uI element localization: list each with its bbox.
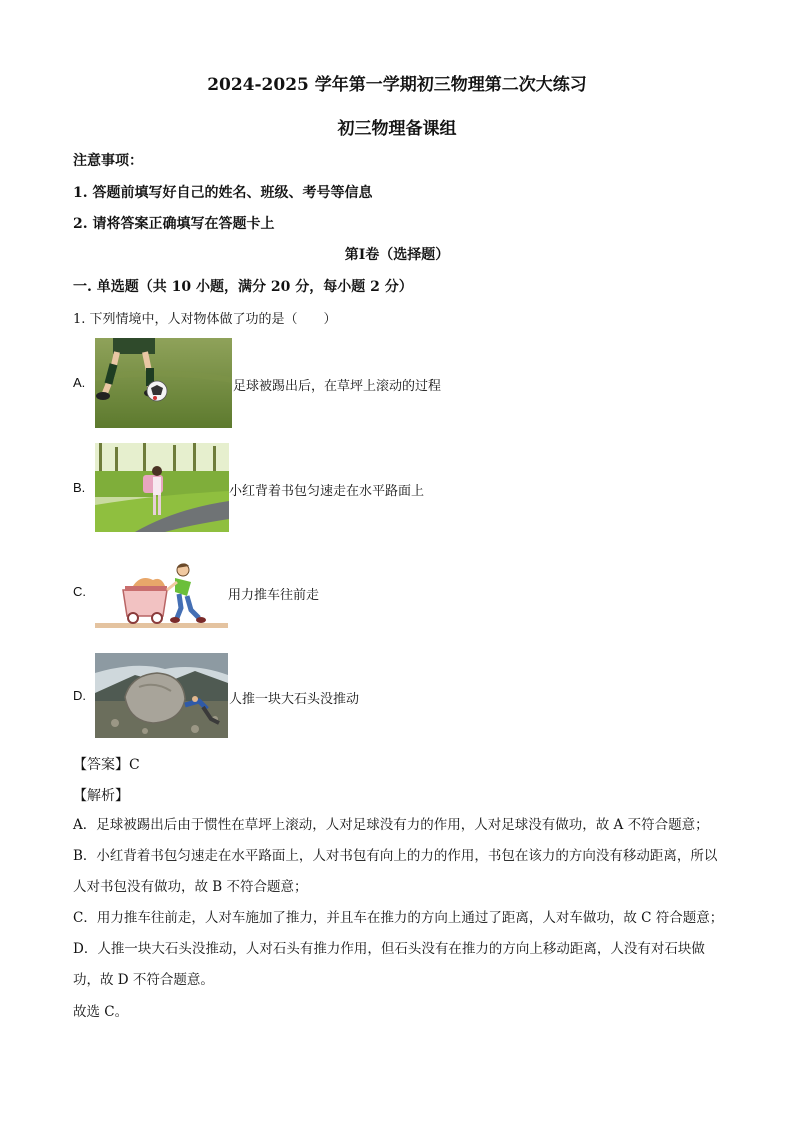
question-stem: 1. 下列情境中，人对物体做了功的是（ ） [73,312,337,327]
volume-title: 第Ⅰ卷（选择题） [344,247,450,263]
soccer-kick-image [95,338,232,428]
option-c-text: 用力推车往前走 [228,588,320,603]
notice-item-1: 1. 答题前填写好自己的姓名、班级、考号等信息 [73,185,373,201]
option-d-label: D. [73,688,86,703]
boy-pushing-cart-image [95,560,228,632]
option-c-label: C. [73,584,86,599]
answer-label: 【答案】C [73,757,140,773]
analysis-c: C．用力推车往前走，人对车施加了推力，并且车在推力的方向上通过了距离，人对车做功，故 C 符合题意； [73,910,724,926]
analysis-d: D．人推一块大石头没推动，人对石头有推力作用，但石头没有在推力的方向上移动距离，人没有对石块做功，故 D 不符合题意。 [73,941,705,988]
option-d-text: 人推一块大石头没推动 [229,692,360,707]
analysis-a: A．足球被踢出后由于惯性在草坪上滚动，人对足球没有力的作用，人对足球没有做功，故 A 不符合题意； [73,817,709,833]
option-b-text: 小红背着书包匀速走在水平路面上 [229,484,425,499]
man-pushing-rock-image [95,653,228,738]
analysis-b: B．小红背着书包匀速走在水平路面上，人对书包有向上的力的作用，书包在该力的方向没有移动距离，所以人对书包没有做功，故 B 不符合题意； [73,848,718,895]
notice-item-2: 2. 请将答案正确填写在答题卡上 [73,216,275,232]
exam-subtitle: 初三物理备课组 [337,119,457,139]
option-b-label: B. [73,480,86,495]
analysis-conclusion: 故选 C。 [73,1004,129,1020]
girl-backpack-image [95,443,229,532]
option-a-label: A. [73,375,86,390]
exam-title: 2024-2025 学年第一学期初三物理第二次大练习 [207,75,587,95]
option-a-text: 足球被踢出后，在草坪上滚动的过程 [233,379,442,394]
part-title: 一. 单选题（共 10 小题，满分 20 分，每小题 2 分） [73,279,413,295]
notice-heading: 注意事项： [73,153,143,169]
analysis-heading: 【解析】 [73,788,129,804]
